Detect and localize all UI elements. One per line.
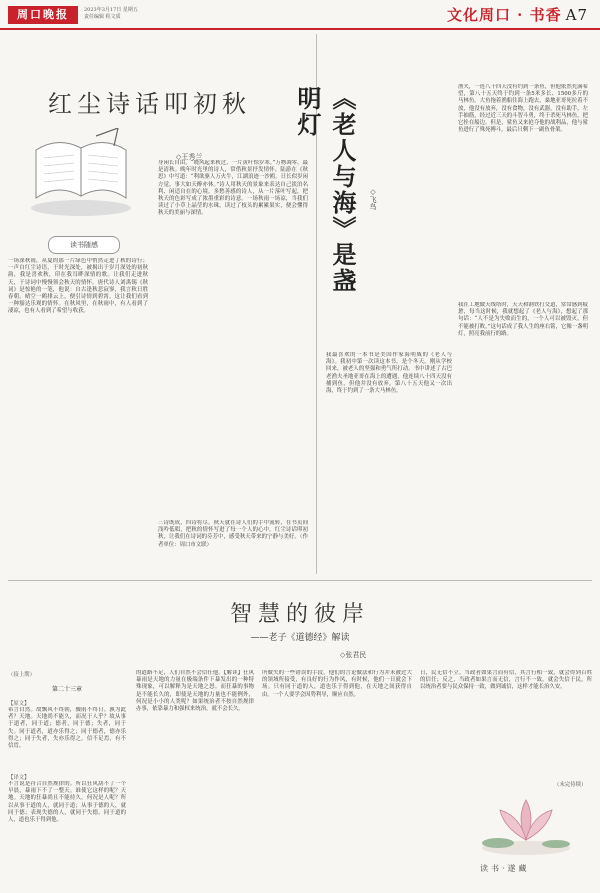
article2-column-2: 渔夫，一连八十四天没有钓到一条鱼，但他依然充满希望，第八十五天终于钓到一条5米多长、1500多斤的马林鱼。大鱼拖着渔船往海上跑去，桑地亚哥死拉着不放，他没有放弃，没有食物，没有武器，没有助手，左手抽筋，经过近三天的斗智斗勇，终于杀死马林鱼，把它拴在船边。但是，鲨鱼又来抢夺他的战利品，他与鲨鱼进行了殊死搏斗，最后只剩下一副鱼骨架。	[458, 84, 588, 134]
section-divider	[8, 580, 592, 581]
article1-column-2: 身闲长自由。“晓风起来秋过，一片黄叶惊岁寒。”万物凋零，最是清秋。晚年时光里的诗人，常借秋景抒发情怀。陆游在《秋思》中写道：“利欲驱人万火牛，江湖浪迹一沙鸥。日长似岁闲方觉，事大如天醉亦休。”诗人用秋天的景象来表达自己淡泊名利、闲适自在的心境。多愁善感的诗人，从一片落叶写起，把秋天的色彩写成了浓墨重彩的诗意。一场秋雨一场凉，当我们读过了小草上晶莹的水珠，读过了枝头的累累果实，便会懂得秋天的美丽与深情。	[158, 160, 308, 217]
article1-title: 红尘诗话叩初秋	[48, 90, 251, 118]
article2-byline: ◇飞鸟	[369, 188, 377, 210]
open-book-illustration	[26, 128, 136, 228]
page-number: A7	[565, 6, 588, 24]
article1-column-1: 一场深秋雨，从夏的那一片绿色中悄然走进了秋的诗行；一声自红尘诗语，于时光深处，被揭出于岁月深处的初秋韵，我是喜欢秋，印在我耳畔深情的歌。让我们走进秋天，于诗词中慢慢领会秋天的情怀。唐代诗人刘禹锡《秋词》是惊艳的一笔，他说：自古逢秋悲寂寥，我言秋日胜春朝。晴空一鹤排云上，便引诗情到碧霄。这让我们看到一种豁达乐观的情怀。在秋风里，在秋雨中，有人看到了凄凉，也有人看到了希望与收获。	[8, 258, 148, 315]
article3-column-2: 的道路不足，人们自然不会信任他。【解读】狂风暴雨是天地的力量在极端条件下暴发出的一种特殊现象，可以解释为是天地之怒。而狂暴的事物是不能长久的，即使是天地的力量也不能例外，何况是小小的人类呢？如果统治者不按自然规律办事，依靠暴力和强权来统治，就不会长久。	[136, 670, 254, 713]
article2-title: 《老人与海》是盏明灯	[293, 86, 357, 294]
article3-column-1	[8, 670, 126, 875]
to-be-continued: （未完待续）	[554, 782, 587, 788]
translation-text: 不言说是符合自然规律的。所以狂风刮不了一个早晨，暴雨下不了一整天。谁使它这样的呢？天地。天地的狂暴尚且不能持久，何况是人呢？所以从事于道的人，就同于道；从事于德的人，就同于德；表现失德的人，就同于失德。同于道的人，道也乐于得到他。	[8, 781, 126, 824]
issue-editors: 责任编辑 程文质	[84, 14, 121, 20]
lotus-illustration	[476, 788, 576, 858]
column-stamp: 读书·遂藏	[480, 864, 530, 873]
issue-date: 2023年3月17日 星期五	[84, 7, 138, 13]
original-text: 希言自然。故飘风不终朝，骤雨不终日。孰为此者？天地。天地尚不能久，而况于人乎？故从事于道者，同于道；德者，同于德；失者，同于失。同于道者，道亦乐得之；同于德者，德亦乐得之；同于失者，失亦乐得之。信不足焉，有不信焉。	[8, 707, 126, 750]
serial-note: （接上期）	[8, 672, 35, 678]
article1-column-3: 三诗既成，四诗将尽。秋天就在诗人们的手中流转，在书页间浅吟低唱，把秋的情怀写进了每一个人的心中。红尘诗话叩初秋，让我们在诗词的芬芳中，感受秋天带来的宁静与美好。（作者单位：周口市文联）	[158, 520, 308, 548]
article2-column-3: 我在工地做天线塔时，天天和钢铁打交道，常常感到疲惫，每当这时候，我就想起了《老人与海》，想起了那句话：“人不是为失败而生的，一个人可以被毁灭，但不能被打败。”这句话成了我人生的座右铭，它像一盏明灯，照亮我前行的路。	[458, 302, 588, 337]
article1-byline: ◇王秀兰	[176, 153, 203, 161]
issue-meta	[84, 7, 138, 21]
section-name: 文化周口 · 书香	[446, 6, 562, 24]
translation-label: 【译文】	[8, 775, 30, 781]
article3-title: 智慧的彼岸	[229, 602, 370, 627]
original-label: 【原文】	[8, 701, 30, 707]
article3-subtitle: ——老子《道德经》解读	[250, 633, 350, 643]
section-title	[447, 4, 588, 25]
article2-column-1: 我最喜欢的一本书是美国作家海明威的《老人与海》。我初中第一次读这本书，是个冬天，刚从学校回来，被老人的坚强和勇气所打动。书中讲述了古巴老渔夫圣地亚哥在海上的遭遇，他连续八十四天没有捕到鱼，但他并没有放弃，第八十五天他又一次出海，终于钓到了一条大马林鱼。	[326, 352, 452, 395]
article3-column-3: 所做失的一些错误的手段，他们的言论做法和行为并未被过大的领域所接受，有良好的行为作风，有时候，他们一日就会下场。只有同于道的人，道也乐于得到他，在天地之间获得自由。一个人要学会因势利导，顺应自然。	[262, 670, 412, 698]
article1-tag: 读书随感	[48, 236, 120, 254]
chapter-heading: 第二十三章	[51, 686, 82, 693]
article3-byline: ◇张君民	[340, 651, 367, 659]
article3-column-4: 日，民无信不立。当政者如果言而有信，其言行相一致，就会得到百姓的信任；反之，当政者如果言而无信，言行不一致，就会失信于民。所以统治者要与民众保持一致，做到诚信，这样才能长治久安。	[420, 670, 592, 691]
newspaper-logo: 周口晚报	[8, 6, 78, 24]
header-rule	[0, 28, 600, 30]
